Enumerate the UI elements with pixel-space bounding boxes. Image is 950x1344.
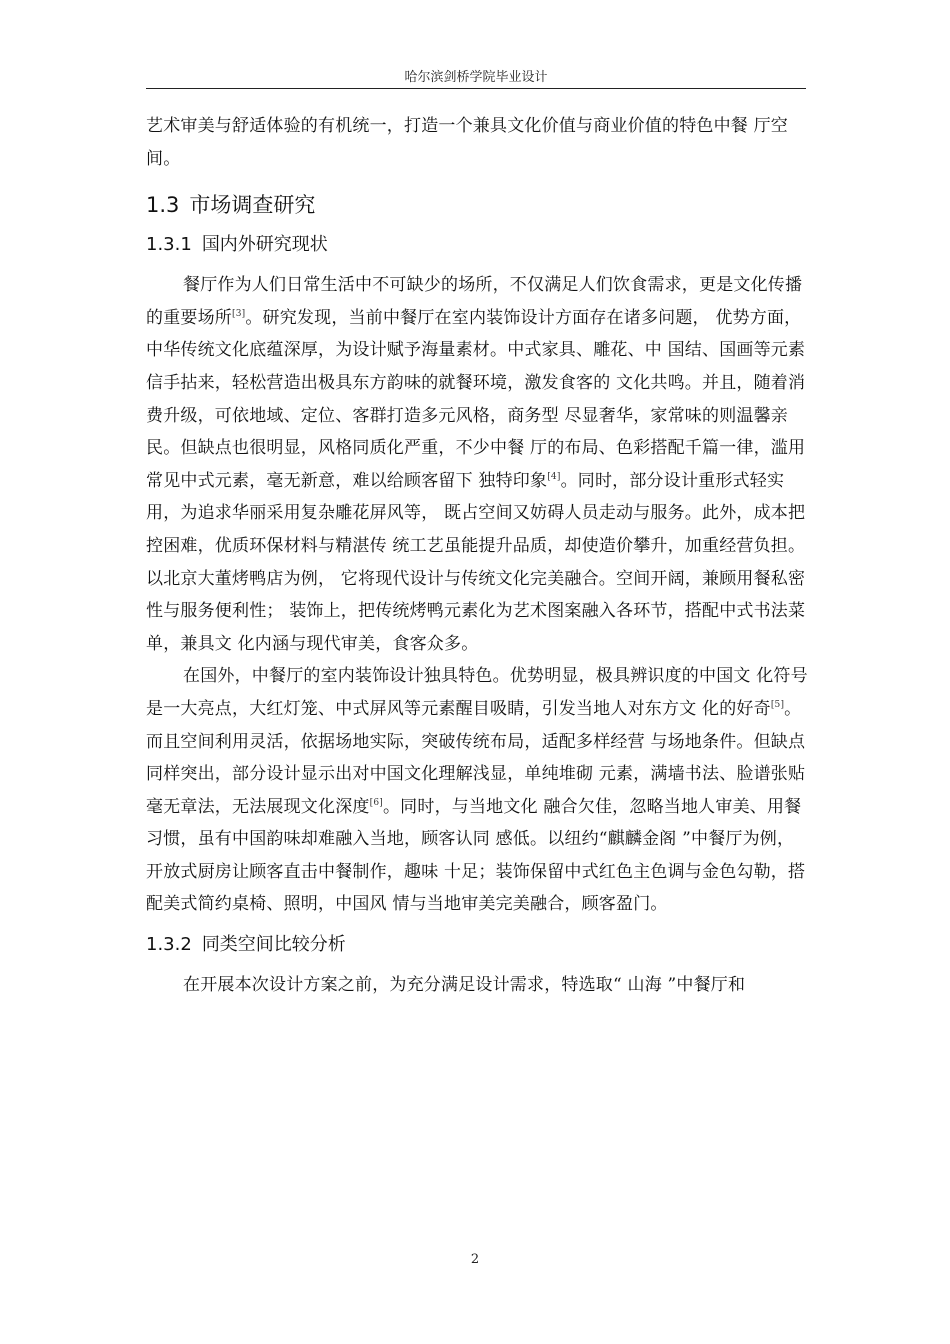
citation-ref: [3]: [232, 308, 246, 319]
section-number: 1.3: [146, 193, 180, 218]
text-run: 。同时，部分设计重形式轻实用，为追求华丽采用复杂雕花屏风等， 既占空间又妨碍人员走动与服务。此外，成本把控困难，优质环保材料与精湛传 统工艺虽能提升品质，却使造价攀升，加重经营负担。以北京大董烤鸭店为例， 它将现代设计与传统文化完美融合。空间开阔，兼顾用餐私密性与服务便利性； 装饰上，把传统烤鸭元素化为艺术图案融入各环节，搭配中式书法菜单，兼具文 化内涵与现代审美，食客众多。: [146, 470, 806, 654]
running-header: 哈尔滨剑桥学院毕业设计: [404, 70, 548, 85]
section-title: 市场调查研究: [189, 193, 316, 218]
comparison-paragraph: 在开展本次设计方案之前，为充分满足设计需求，特选取“ 山海 ”中餐厅和: [183, 975, 746, 996]
text-run: 餐厅作为人们日常生活中不可缺少的场所，不仅满足人们饮食需求，更是文化传播的重要场所: [146, 275, 803, 328]
text-run: 。而且空间利用灵活，依据场地实际，突破传统布局，适配多样经营 与场地条件。但缺点同样突出，部分设计显示出对中国文化理解浅显，单纯堆砌 元素，满墙书法、脸谱张贴毫无章法，无法展现文化深度: [146, 698, 806, 817]
foreign-paragraph: [146, 660, 808, 921]
subsection-title: 同类空间比较分析: [201, 934, 346, 956]
header-rule: [146, 88, 806, 89]
citation-ref: [5]: [770, 699, 785, 710]
intro-paragraph: 艺术审美与舒适体验的有机统一，打造一个兼具文化价值与商业价值的特色中餐 厅空间。: [146, 116, 789, 169]
text-run: 。同时，与当地文化 融合欠佳，忽略当地人审美、用餐习惯，虽有中国韵味却难融入当地，顾客认同 感低。以纽约“麒麟金阁 ”中餐厅为例，开放式厨房让顾客直击中餐制作，趣味 十足；装饰保留中式红色主色调与金色勾勒，搭配美式简约桌椅、照明，中国风 情与当地审美完美融合，顾客盈门。: [146, 796, 806, 915]
subsection-title: 国内外研究现状: [201, 234, 328, 256]
subsection-heading: [146, 929, 808, 961]
section-heading: [146, 189, 808, 221]
domestic-paragraph: [146, 269, 808, 660]
text-run: 。研究发现，当前中餐厅在室内装饰设计方面存在诸多问题， 优势方面，中华传统文化底蕴深厚，为设计赋予海量素材。中式家具、雕花、中 国结、国画等元素信手拈来，轻松营造出极具东方韵味的就餐环境，激发食客的 文化共鸣。并且，随着消费升级，可依地域、定位、客群打造多元风格，商务型 尽显奢华，家常味的则温馨亲民。但缺点也很明显，风格同质化严重，不少中餐 厅的布局、色彩搭配千篇一律，滥用常见中式元素，毫无新意，难以给顾客留下 独特印象: [146, 307, 806, 491]
citation-ref: [4]: [547, 471, 561, 482]
subsection-heading: [146, 229, 808, 261]
subsection-number: 1.3.2: [146, 934, 192, 956]
citation-ref: [6]: [369, 797, 383, 808]
subsection-number: 1.3.1: [146, 234, 192, 256]
page-body: [146, 110, 808, 1002]
page-number: 2: [470, 1252, 480, 1267]
text-run: 在国外，中餐厅的室内装饰设计独具特色。优势明显，极具辨识度的中国文 化符号是一大亮点，大红灯笼、中式屏风等元素醒目吸睛，引发当地人对东方文 化的好奇: [146, 666, 808, 719]
